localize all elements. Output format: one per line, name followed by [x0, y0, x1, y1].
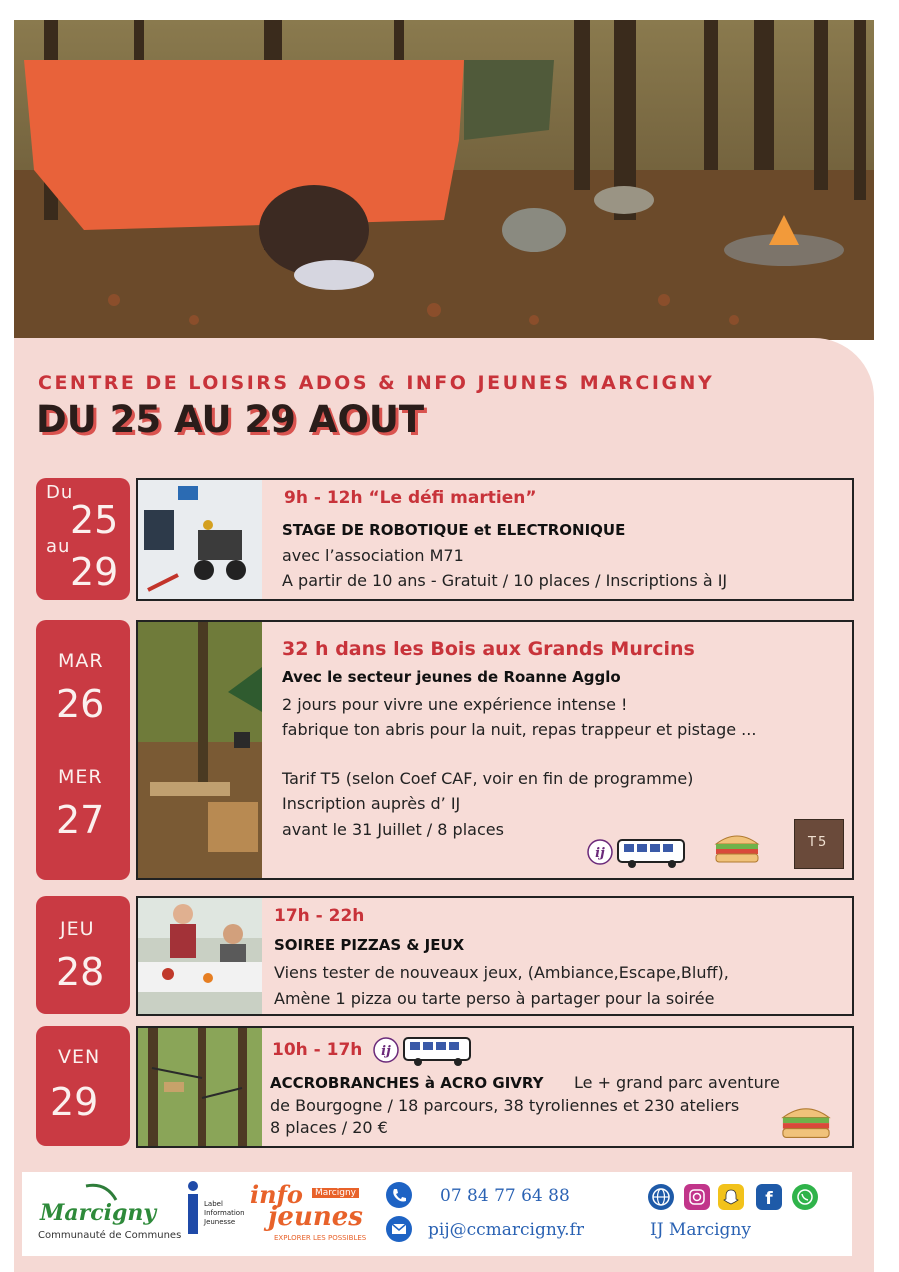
event-2-line-3: Tarif T5 (selon Coef CAF, voir en fin de programme) — [282, 769, 694, 788]
date-day-28: 28 — [56, 950, 105, 994]
event-2-line-1: 2 jours pour vivre une expérience intense ! — [282, 695, 628, 714]
event-4-heading-rest: Le + grand parc aventure — [574, 1073, 780, 1092]
date-badge-event-3 — [36, 896, 130, 1014]
date-label-mer: MER — [58, 766, 103, 788]
date-day-29: 29 — [50, 1080, 99, 1124]
logo-marcigny-sub: Communauté de Communes — [38, 1230, 182, 1241]
event-1-time: 9h - 12h “Le défi martien” — [284, 488, 537, 508]
event-2-title: 32 h dans les Bois aux Grands Murcins — [282, 638, 695, 660]
date-label-mar: MAR — [58, 650, 104, 672]
phone-number[interactable]: 07 84 77 64 88 — [440, 1186, 570, 1206]
event-card-robotique — [136, 478, 854, 601]
photo-treetop-course — [138, 1028, 262, 1146]
event-1-line-2: A partir de 10 ans - Gratuit / 10 places / Inscriptions à IJ — [282, 571, 728, 590]
whatsapp-icon[interactable] — [792, 1184, 818, 1210]
logo-marcigny-name: Marcigny — [40, 1200, 157, 1226]
event-4-line-1: de Bourgogne / 18 parcours, 38 tyroliennes et 230 ateliers — [270, 1096, 740, 1115]
photo-pizza-games — [138, 898, 262, 1014]
event-3-line-1: Viens tester de nouveaux jeux, (Ambiance,Escape,Bluff), — [274, 963, 729, 982]
info-jeunes-icon — [586, 838, 614, 870]
event-2-heading: Avec le secteur jeunes de Roanne Aggl​o — [282, 668, 621, 686]
minibus-icon — [616, 836, 690, 874]
hero-photo-camp — [14, 20, 874, 340]
event-2-line-4: Inscription auprès d’ IJ — [282, 794, 461, 813]
date-badge-event-1 — [36, 478, 130, 600]
logo-marcigny — [36, 1182, 182, 1246]
event-card-pizzas — [136, 896, 854, 1016]
logo-marcigny-tag: Marcigny — [312, 1188, 359, 1198]
date-day-end: 29 — [70, 550, 119, 594]
instagram-icon[interactable] — [684, 1184, 710, 1210]
phone-icon[interactable] — [386, 1182, 412, 1208]
svg-text:ij: ij — [595, 846, 605, 861]
date-day-26: 26 — [56, 682, 105, 726]
tarif-t5-label: T5 — [808, 835, 829, 850]
event-2-line-5: avant le 31 Juillet / 8 places — [282, 820, 504, 839]
tarif-t5-badge — [794, 819, 844, 869]
svg-text:f: f — [765, 1189, 773, 1209]
logo-jeunes-word: jeunes — [268, 1202, 363, 1232]
event-4-time: 10h - 17h — [272, 1040, 363, 1060]
date-prefix-du: Du — [46, 482, 74, 503]
photo-robot-kit — [138, 480, 262, 599]
event-1-heading: STAGE DE ROBOTIQUE et ELECTRONIQUE — [282, 521, 626, 539]
event-4-heading: ACCROBRANCHES à ACRO GIVRY — [270, 1074, 544, 1092]
date-label-ven: VEN — [58, 1046, 101, 1068]
email-icon[interactable] — [386, 1216, 412, 1242]
event-card-bois — [136, 620, 854, 880]
page-title: DU 25 AU 29 AOUT — [36, 398, 425, 441]
date-day-start: 25 — [70, 498, 119, 542]
event-3-heading: SOIREE PIZZAS & JEUX — [274, 936, 465, 954]
minibus-icon — [402, 1034, 476, 1072]
snapchat-icon[interactable] — [718, 1184, 744, 1210]
logo-slogan: EXPLORER LES POSSIBLES — [274, 1234, 367, 1242]
organizer-title: CENTRE DE LOISIRS ADOS & INFO JEUNES MARCIGNY — [38, 372, 715, 394]
logo-label-ij — [182, 1180, 245, 1244]
sandwich-icon — [778, 1100, 834, 1148]
facebook-icon[interactable] — [756, 1184, 782, 1210]
globe-icon[interactable] — [648, 1184, 674, 1210]
photo-forest-camp — [138, 622, 262, 878]
date-prefix-au: au — [46, 536, 71, 557]
date-day-27: 27 — [56, 798, 105, 842]
social-handle[interactable]: IJ Marcigny — [650, 1220, 751, 1240]
sandwich-icon — [712, 828, 762, 872]
date-badge-event-4 — [36, 1026, 130, 1146]
event-1-line-1: avec l’association M71 — [282, 546, 464, 565]
event-2-line-2: fabrique ton abris pour la nuit, repas trappeur et pistage ... — [282, 720, 757, 739]
logo-label-ij-text: Label Information Jeunesse — [204, 1200, 245, 1226]
date-label-jeu: JEU — [60, 918, 95, 940]
email-address[interactable]: pij@ccmarcigny.fr — [428, 1220, 584, 1240]
date-badge-event-2 — [36, 620, 130, 880]
event-3-line-2: Amène 1 pizza ou tarte perso à partager pour la soirée — [274, 989, 715, 1008]
info-jeunes-icon — [372, 1036, 400, 1068]
logo-info-jeunes — [248, 1180, 378, 1246]
event-4-line-2: 8 places / 20 € — [270, 1118, 388, 1137]
svg-text:ij: ij — [381, 1044, 391, 1059]
event-3-time: 17h - 22h — [274, 906, 365, 926]
logo-info-word: info — [250, 1180, 303, 1209]
footer-contact — [22, 1172, 852, 1256]
event-card-accrobranche — [136, 1026, 854, 1148]
